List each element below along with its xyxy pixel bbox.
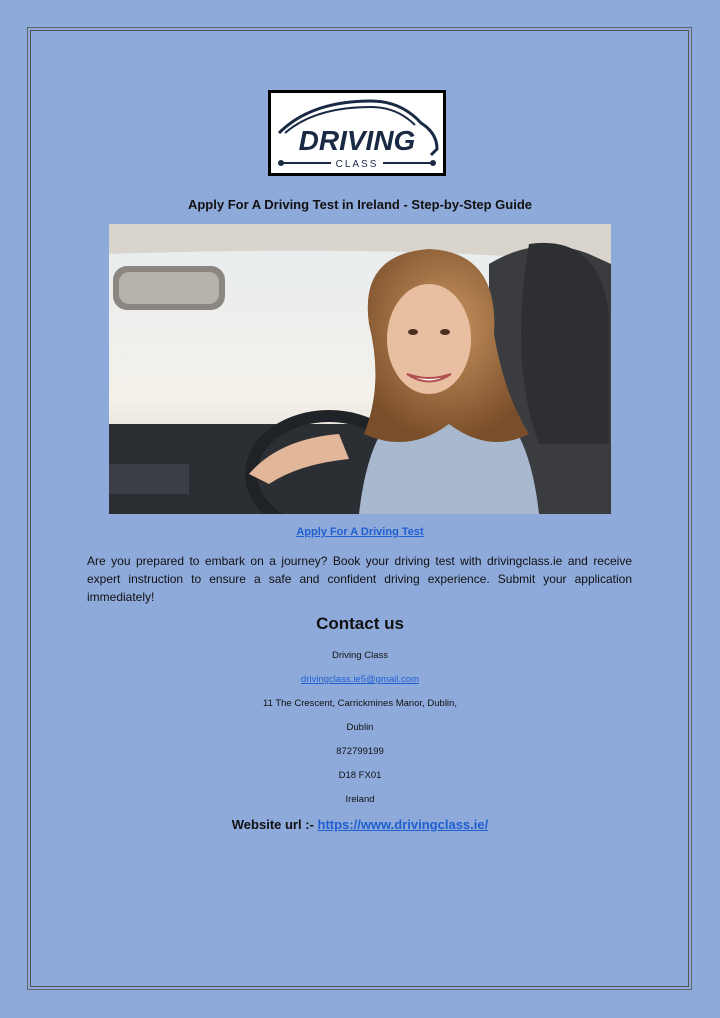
contact-phone: 872799199 [336,746,384,757]
website-label: Website url :- [231,817,314,832]
website-line [0,817,720,832]
apply-driving-test-link[interactable]: Apply For A Driving Test [296,526,424,538]
website-url-link[interactable]: https://www.drivingclass.ie/ [317,817,489,832]
contact-postcode: D18 FX01 [338,770,382,781]
driving-class-logo [268,90,446,176]
contact-country: Ireland [345,794,375,805]
contact-name: Driving Class [332,650,388,661]
contact-heading: Contact us [316,614,404,633]
contact-city: Dublin [346,722,374,733]
page-title: Apply For A Driving Test in Ireland - Step-by-Step Guide [187,197,533,212]
hero-image-woman-driving [109,224,611,514]
svg-text:DRIVING: DRIVING [298,125,416,156]
svg-text:CLASS: CLASS [335,159,379,170]
contact-address: 11 The Crescent, Carrickmines Manor, Dublin, [263,698,457,709]
intro-paragraph: Are you prepared to embark on a journey? Book your driving test with drivingclass.ie and receive expert instruction to ensure a safe and confident driving experience. Submit your application immediately! [87,554,632,604]
contact-email-link[interactable]: drivingclass.ie5@gmail.com [301,674,419,685]
